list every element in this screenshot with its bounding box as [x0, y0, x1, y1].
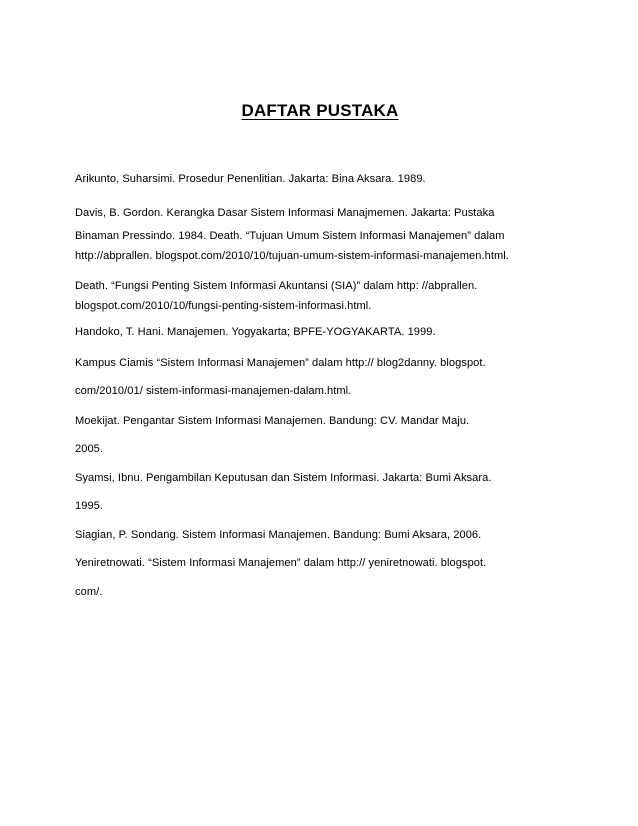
bibliography-line: Davis, B. Gordon. Kerangka Dasar Sistem Informasi Manajmemen. Jakarta: Pustaka — [75, 207, 495, 219]
bibliography-line: Yeniretnowati. “Sistem Informasi Manajemen” dalam http:// yeniretnowati. blogspot. — [75, 557, 487, 569]
bibliography-line: Handoko, T. Hani. Manajemen. Yogyakarta; BPFE-YOGYAKARTA. 1999. — [75, 326, 436, 338]
bibliography-line: Moekijat. Pengantar Sistem Informasi Manajemen. Bandung: CV. Mandar Maju. — [75, 415, 470, 427]
bibliography-line: Siagian, P. Sondang. Sistem Informasi Manajemen. Bandung: Bumi Aksara, 2006. — [75, 529, 482, 541]
bibliography-line: Binaman Pressindo. 1984. Death. “Tujuan Umum Sistem Informasi Manajemen” dalam — [75, 230, 505, 242]
bibliography-line: Kampus Ciamis “Sistem Informasi Manajemen” dalam http:// blog2danny. blogspot. — [75, 357, 486, 369]
bibliography-line: com/2010/01/ sistem-informasi-manajemen-dalam.html. — [75, 385, 352, 397]
page-title-text: DAFTAR PUSTAKA — [241, 101, 399, 120]
bibliography-line: 1995. — [75, 500, 104, 512]
bibliography-line: 2005. — [75, 443, 104, 455]
page-title — [0, 101, 638, 121]
bibliography-line: blogspot.com/2010/10/fungsi-penting-sistem-informasi.html. — [75, 300, 372, 312]
bibliography-line: com/. — [75, 586, 103, 598]
bibliography-line: Death. “Fungsi Penting Sistem Informasi Akuntansi (SIA)” dalam http: //abprallen. — [75, 280, 478, 292]
bibliography-line: Arikunto, Suharsimi. Prosedur Penenlitian. Jakarta: Bina Aksara. 1989. — [75, 173, 426, 185]
bibliography-line: Syamsi, Ibnu. Pengambilan Keputusan dan Sistem Informasi. Jakarta: Bumi Aksara. — [75, 472, 492, 484]
bibliography-line: http://abprallen. blogspot.com/2010/10/tujuan-umum-sistem-informasi-manajemen.html. — [75, 250, 509, 262]
